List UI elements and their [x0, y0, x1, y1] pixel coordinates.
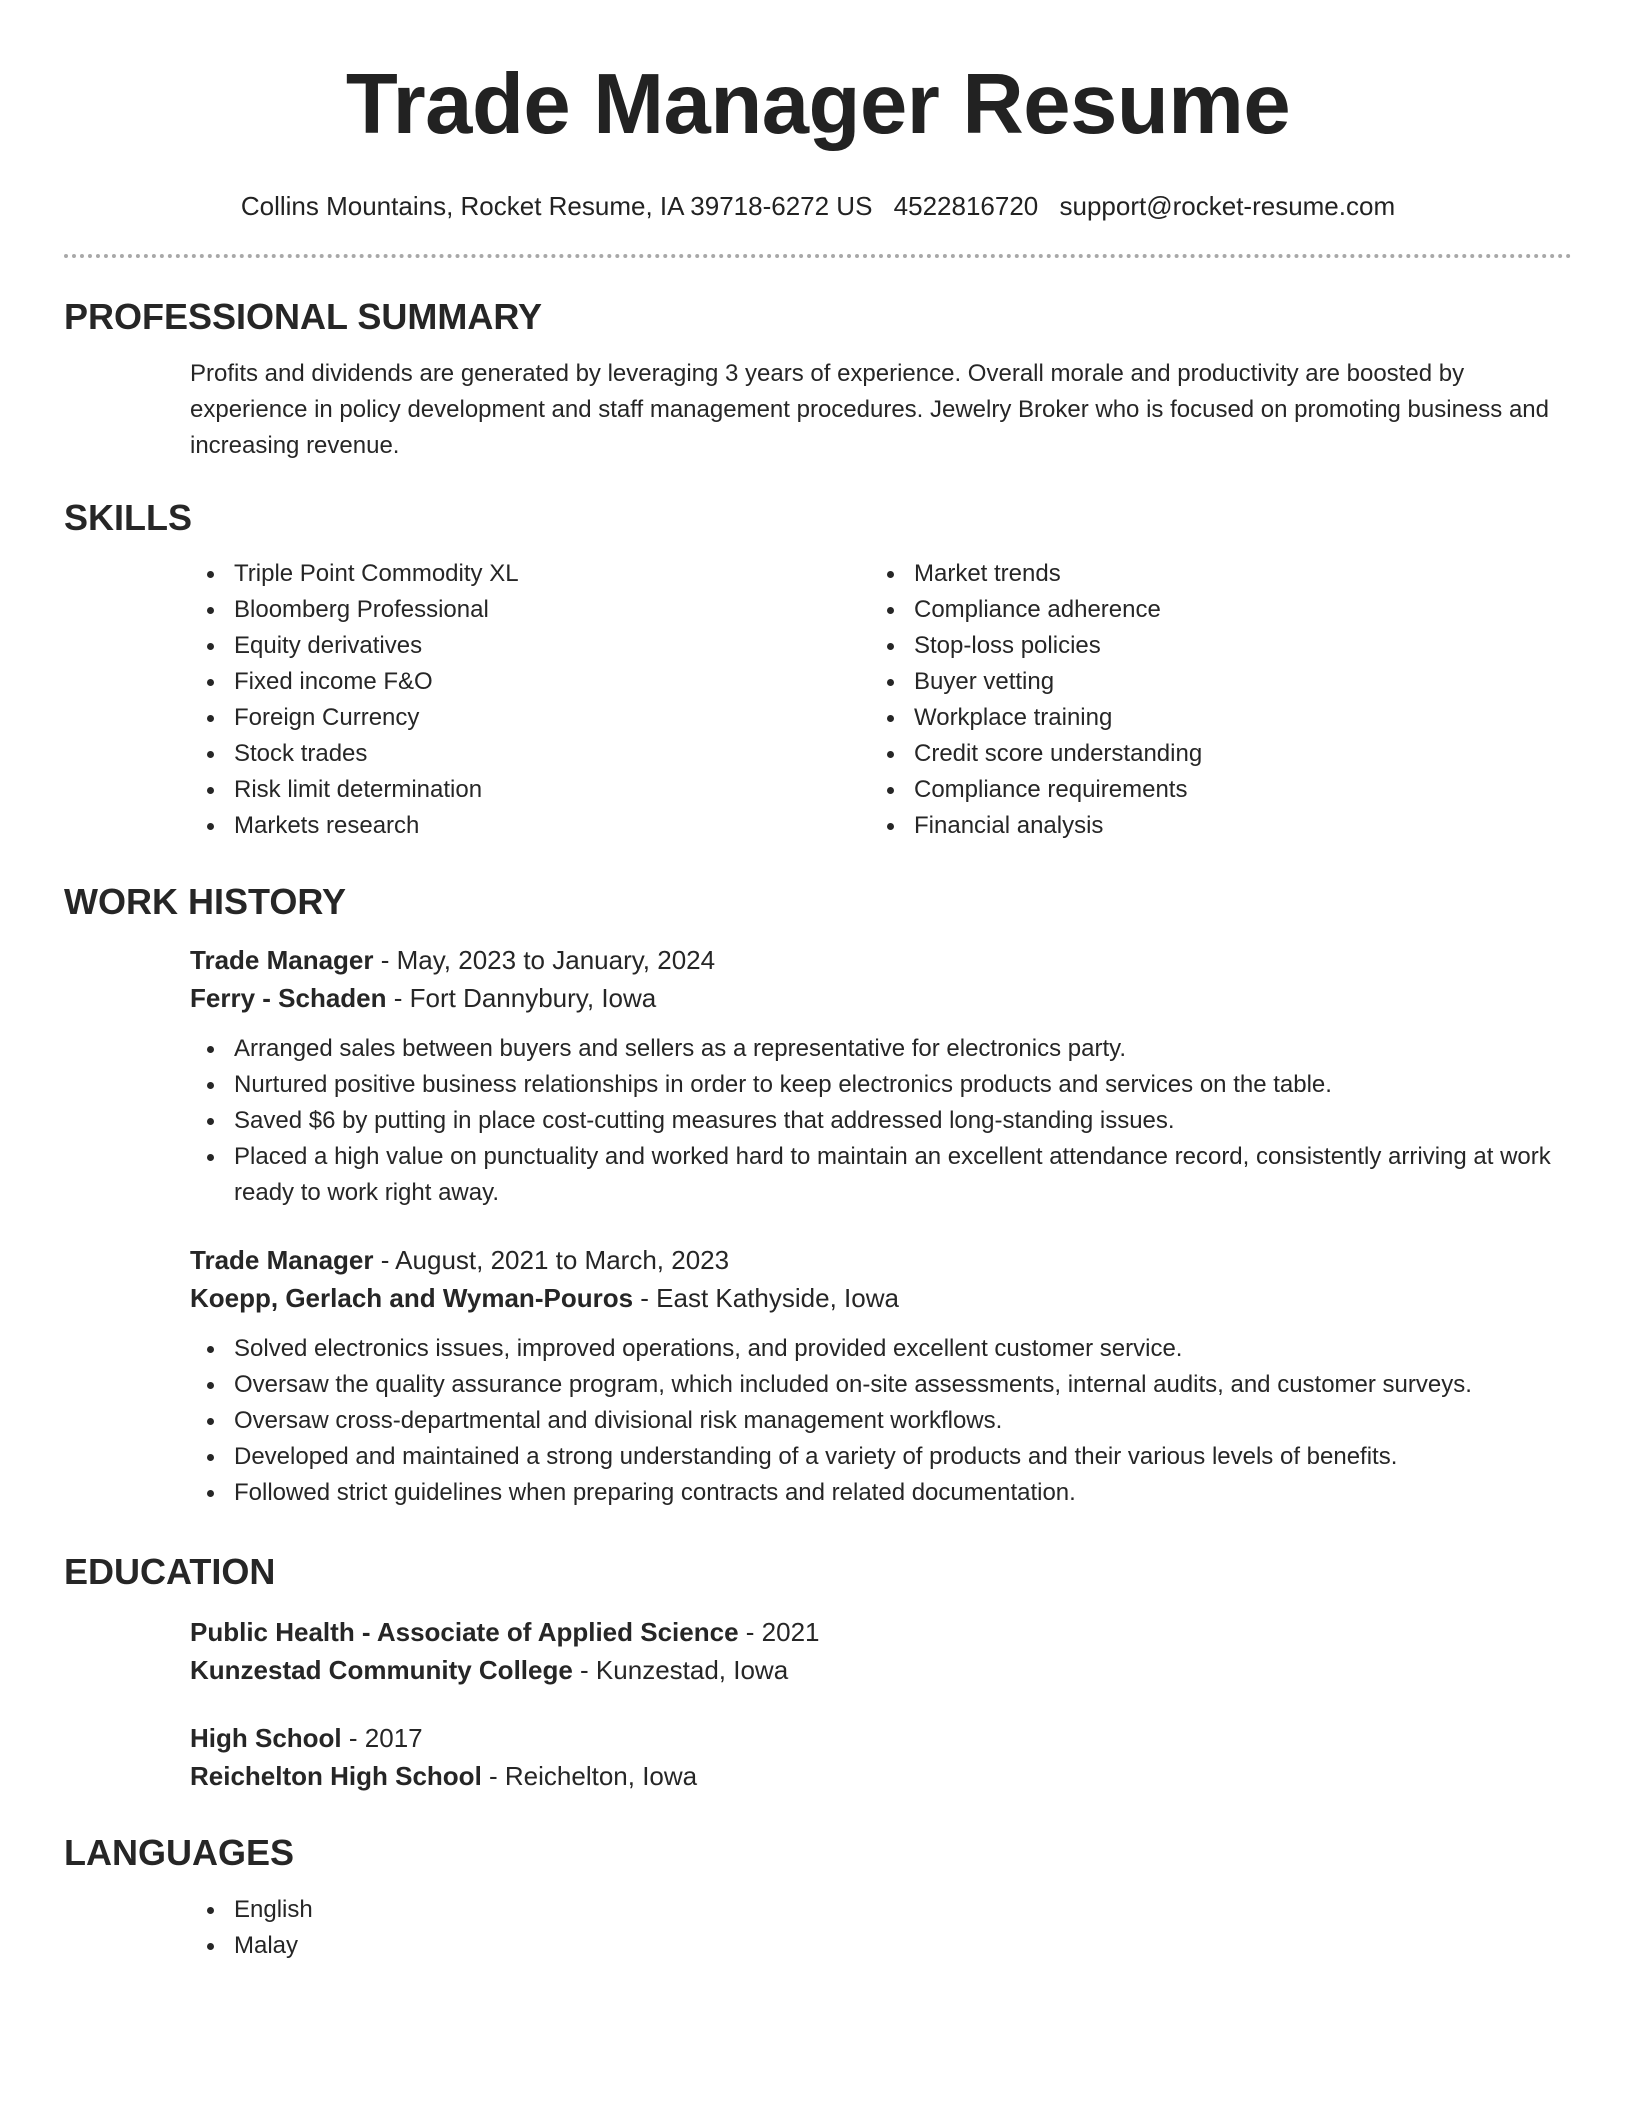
job-company: Koepp, Gerlach and Wyman-Pouros: [190, 1283, 634, 1313]
list-item: Credit score understanding: [870, 736, 1550, 772]
job-bullets: [190, 1331, 1572, 1511]
education-school: Kunzestad Community College: [190, 1655, 573, 1685]
list-item: Market trends: [870, 556, 1550, 592]
education-entry: [64, 1719, 1572, 1795]
list-item: Stock trades: [190, 736, 870, 772]
education-degree: High School: [190, 1723, 342, 1753]
contact-address: Collins Mountains, Rocket Resume, IA 39718-6272 US: [240, 191, 873, 221]
list-item: Oversaw cross-departmental and divisional risk management workflows.: [190, 1403, 1572, 1439]
job-title: Trade Manager: [190, 945, 374, 975]
list-item: Buyer vetting: [870, 664, 1550, 700]
job-entry: [64, 941, 1572, 1211]
list-item: Compliance requirements: [870, 772, 1550, 808]
job-location: - Fort Dannybury, Iowa: [386, 983, 657, 1013]
education-degree: Public Health - Associate of Applied Science: [190, 1617, 739, 1647]
contact-line: [64, 191, 1572, 222]
list-item: English: [190, 1892, 1572, 1928]
list-item: Fixed income F&O: [190, 664, 870, 700]
job-title-line: [190, 1241, 1572, 1279]
resume-page: [64, 0, 1572, 1959]
list-item: Solved electronics issues, improved operations, and provided excellent customer service.: [190, 1331, 1572, 1367]
job-company: Ferry - Schaden: [190, 983, 387, 1013]
list-item: Arranged sales between buyers and sellers as a representative for electronics party.: [190, 1031, 1572, 1067]
job-title-line: [190, 941, 1572, 979]
education-entry: [64, 1613, 1572, 1689]
list-item: Financial analysis: [870, 808, 1550, 844]
skills-list-left: [190, 556, 870, 844]
header-divider: [64, 254, 1572, 258]
job-company-line: [190, 979, 1572, 1017]
work-history-heading: WORK HISTORY: [64, 881, 347, 922]
list-item: Foreign Currency: [190, 700, 870, 736]
education-location: - Reichelton, Iowa: [481, 1761, 698, 1791]
list-item: Risk limit determination: [190, 772, 870, 808]
list-item: Workplace training: [870, 700, 1550, 736]
contact-email[interactable]: support@rocket-resume.com: [1059, 191, 1396, 221]
list-item: Oversaw the quality assurance program, which included on-site assessments, internal audits, and customer surveys.: [190, 1367, 1572, 1403]
job-dates: - August, 2021 to March, 2023: [373, 1245, 730, 1275]
list-item: Equity derivatives: [190, 628, 870, 664]
list-item: Stop-loss policies: [870, 628, 1550, 664]
summary-section: [64, 296, 1572, 464]
education-section: [64, 1551, 1572, 1795]
job-company-line: [190, 1279, 1572, 1317]
education-heading: EDUCATION: [64, 1551, 276, 1592]
languages-heading: LANGUAGES: [64, 1832, 295, 1873]
list-item: Bloomberg Professional: [190, 592, 870, 628]
work-history-section: [64, 881, 1572, 1511]
list-item: Markets research: [190, 808, 870, 844]
job-bullets: [190, 1031, 1572, 1211]
languages-list: [190, 1892, 1572, 1964]
list-item: Saved $6 by putting in place cost-cutting measures that addressed long-standing issues.: [190, 1103, 1572, 1139]
skills-list-right: [870, 556, 1550, 844]
summary-heading: PROFESSIONAL SUMMARY: [64, 296, 543, 337]
list-item: Placed a high value on punctuality and worked hard to maintain an excellent attendance record, consistently arriving at work ready to work right away.: [190, 1139, 1572, 1211]
job-entry: [64, 1241, 1572, 1511]
contact-phone: 4522816720: [893, 191, 1039, 221]
summary-text: Profits and dividends are generated by leveraging 3 years of experience. Overall morale and productivity are boosted by experience in policy development and staff management procedures. Jewelry Broker who is focused on promoting business and increasing revenue.: [190, 360, 1549, 459]
education-school-line: [190, 1651, 1572, 1689]
education-year: - 2021: [738, 1617, 820, 1647]
list-item: Developed and maintained a strong understanding of a variety of products and their various levels of benefits.: [190, 1439, 1572, 1475]
skills-heading: SKILLS: [64, 497, 193, 538]
education-degree-line: [190, 1719, 1572, 1757]
skills-section: [64, 497, 1572, 844]
job-location: - East Kathyside, Iowa: [633, 1283, 899, 1313]
list-item: Nurtured positive business relationships in order to keep electronics products and services on the table.: [190, 1067, 1572, 1103]
education-school: Reichelton High School: [190, 1761, 482, 1791]
education-location: - Kunzestad, Iowa: [572, 1655, 789, 1685]
education-year: - 2017: [341, 1723, 423, 1753]
job-title: Trade Manager: [190, 1245, 374, 1275]
education-school-line: [190, 1757, 1572, 1795]
list-item: Malay: [190, 1928, 1572, 1964]
list-item: Followed strict guidelines when preparing contracts and related documentation.: [190, 1475, 1572, 1511]
job-dates: - May, 2023 to January, 2024: [373, 945, 716, 975]
languages-section: [64, 1832, 1572, 1964]
resume-title: Trade Manager Resume: [345, 57, 1291, 152]
education-degree-line: [190, 1613, 1572, 1651]
list-item: Triple Point Commodity XL: [190, 556, 870, 592]
list-item: Compliance adherence: [870, 592, 1550, 628]
